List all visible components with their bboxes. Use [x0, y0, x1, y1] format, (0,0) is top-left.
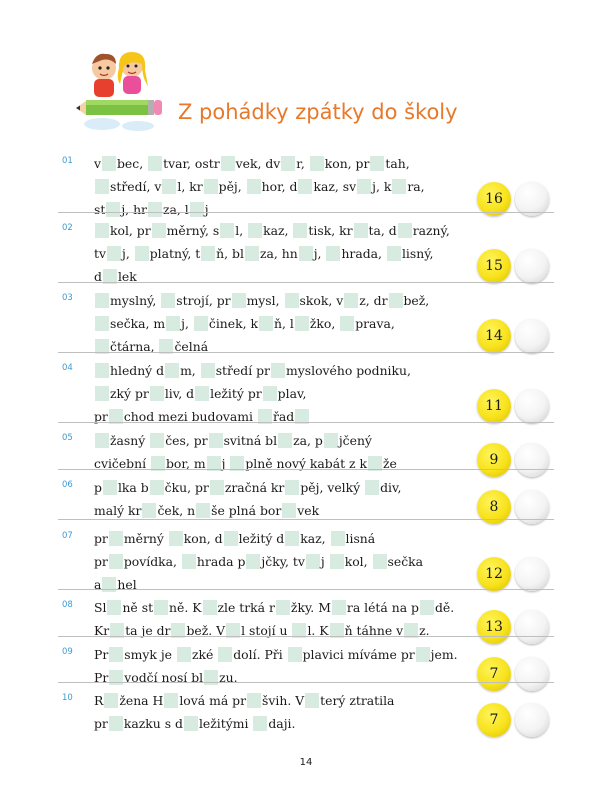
- exercise-divider: [58, 282, 554, 283]
- text-segment: j,: [121, 246, 134, 261]
- letter-gap[interactable]: [109, 716, 123, 731]
- text-line: [94, 242, 464, 265]
- exercise-divider: [58, 212, 554, 213]
- text-segment: měrný, s: [166, 223, 220, 238]
- exercise-text: [94, 476, 464, 522]
- letter-gap[interactable]: [310, 156, 324, 171]
- text-segment: bec,: [117, 156, 148, 171]
- text-segment: z.: [419, 623, 430, 638]
- letter-gap[interactable]: [331, 531, 345, 546]
- text-segment: prava,: [355, 316, 395, 331]
- letter-gap[interactable]: [177, 647, 191, 662]
- text-segment: strojí, pr: [176, 293, 231, 308]
- letter-gap[interactable]: [398, 223, 412, 238]
- letter-gap[interactable]: [150, 433, 164, 448]
- exercise-text: [94, 152, 464, 221]
- text-segment: chod mezi budovami: [123, 409, 257, 424]
- text-segment: malý kr: [94, 503, 142, 518]
- letter-gap[interactable]: [248, 223, 262, 238]
- exercise-number: 02: [62, 223, 73, 233]
- text-segment: čtárna,: [110, 339, 159, 354]
- letter-gap[interactable]: [104, 693, 118, 708]
- text-segment: l, kr: [177, 179, 203, 194]
- letter-gap[interactable]: [103, 480, 117, 495]
- score-answer-circle[interactable]: [515, 443, 549, 477]
- letter-gap[interactable]: [109, 647, 123, 662]
- text-segment: kaz,: [263, 223, 293, 238]
- letter-gap[interactable]: [166, 316, 180, 331]
- letter-gap[interactable]: [247, 179, 261, 194]
- letter-gap[interactable]: [209, 433, 223, 448]
- score-answer-circle[interactable]: [515, 249, 549, 283]
- text-line: [94, 476, 464, 499]
- text-segment: lisný,: [401, 246, 434, 261]
- exercise-number: 09: [62, 647, 73, 657]
- text-line: [94, 382, 464, 405]
- text-segment: že: [383, 456, 397, 471]
- letter-gap[interactable]: [184, 716, 198, 731]
- letter-gap[interactable]: [253, 716, 267, 731]
- max-points-badge: 13: [477, 610, 511, 644]
- text-line: [94, 573, 464, 596]
- score-answer-circle[interactable]: [515, 389, 549, 423]
- exercise-number: 05: [62, 433, 73, 443]
- text-segment: kaz, sv: [313, 179, 357, 194]
- text-segment: žena H: [119, 693, 164, 708]
- text-segment: lová má pr: [179, 693, 247, 708]
- letter-gap[interactable]: [150, 480, 164, 495]
- text-line: [94, 219, 464, 242]
- text-segment: razný,: [412, 223, 450, 238]
- text-segment: j,: [181, 316, 193, 331]
- text-segment: zu.: [219, 670, 238, 685]
- text-segment: žko,: [309, 316, 340, 331]
- text-segment: zký pr: [110, 386, 149, 401]
- exercise-divider: [58, 589, 554, 590]
- letter-gap[interactable]: [218, 647, 232, 662]
- text-segment: zle trká r: [217, 600, 275, 615]
- letter-gap[interactable]: [95, 363, 109, 378]
- exercise-divider: [58, 682, 554, 683]
- text-segment: j, k: [372, 179, 392, 194]
- text-line: [94, 643, 464, 666]
- letter-gap[interactable]: [288, 647, 302, 662]
- letter-gap[interactable]: [190, 202, 204, 217]
- exercise-number: 06: [62, 480, 73, 490]
- text-segment: lisná: [345, 531, 376, 546]
- text-segment: hor, d: [261, 179, 298, 194]
- text-segment: platný, t: [149, 246, 201, 261]
- letter-gap[interactable]: [392, 179, 406, 194]
- letter-gap[interactable]: [95, 223, 109, 238]
- letter-gap[interactable]: [365, 480, 379, 495]
- text-segment: st: [94, 202, 106, 217]
- exercise-number: 08: [62, 600, 73, 610]
- letter-gap[interactable]: [106, 202, 120, 217]
- text-segment: kazku s d: [123, 716, 183, 731]
- score-answer-circle[interactable]: [515, 319, 549, 353]
- text-line: [94, 175, 464, 198]
- text-segment: plav,: [277, 386, 307, 401]
- text-segment: d: [94, 269, 102, 284]
- text-line: [94, 405, 464, 428]
- text-segment: řad: [272, 409, 295, 424]
- text-segment: pěj,: [218, 179, 246, 194]
- letter-gap[interactable]: [148, 156, 162, 171]
- letter-gap[interactable]: [326, 246, 340, 261]
- letter-gap[interactable]: [306, 554, 320, 569]
- text-segment: čku, pr: [164, 480, 209, 495]
- exercise-divider: [58, 636, 554, 637]
- text-segment: kon, d: [183, 531, 223, 546]
- text-line: [94, 619, 464, 642]
- letter-gap[interactable]: [162, 179, 176, 194]
- text-segment: čelná: [174, 339, 209, 354]
- letter-gap[interactable]: [324, 433, 338, 448]
- max-points-badge: 15: [477, 249, 511, 283]
- text-segment: ně. K: [169, 600, 202, 615]
- letter-gap[interactable]: [135, 246, 149, 261]
- letter-gap[interactable]: [102, 156, 116, 171]
- text-segment: lek: [117, 269, 137, 284]
- exercise-divider: [58, 469, 554, 470]
- text-line: [94, 198, 464, 221]
- letter-gap[interactable]: [165, 363, 179, 378]
- text-segment: čes, pr: [165, 433, 208, 448]
- letter-gap[interactable]: [247, 693, 261, 708]
- text-segment: j: [204, 202, 209, 217]
- letter-gap[interactable]: [282, 503, 296, 518]
- text-segment: jčky, tv: [261, 554, 305, 569]
- text-segment: še plná bor: [211, 503, 282, 518]
- letter-gap[interactable]: [109, 554, 123, 569]
- letter-gap[interactable]: [210, 480, 224, 495]
- text-segment: žky. M: [290, 600, 331, 615]
- letter-gap[interactable]: [204, 179, 218, 194]
- text-segment: středí, v: [110, 179, 162, 194]
- text-segment: Pr: [94, 647, 109, 662]
- letter-gap[interactable]: [95, 316, 109, 331]
- letter-gap[interactable]: [357, 179, 371, 194]
- text-line: [94, 429, 464, 452]
- text-segment: za, hn: [259, 246, 298, 261]
- text-segment: l. K: [307, 623, 329, 638]
- text-segment: ň táhne v: [344, 623, 404, 638]
- score-answer-circle[interactable]: [515, 182, 549, 216]
- letter-gap[interactable]: [154, 600, 168, 615]
- exercise-number: 01: [62, 156, 73, 166]
- text-segment: bež,: [403, 293, 430, 308]
- text-segment: a: [94, 577, 102, 592]
- letter-gap[interactable]: [330, 554, 344, 569]
- letter-gap[interactable]: [387, 246, 401, 261]
- text-segment: z, dr: [359, 293, 388, 308]
- text-segment: kaz,: [300, 531, 330, 546]
- letter-gap[interactable]: [299, 246, 313, 261]
- text-segment: tv: [94, 246, 106, 261]
- letter-gap[interactable]: [194, 316, 208, 331]
- text-segment: j,: [313, 246, 326, 261]
- text-line: [94, 666, 464, 689]
- text-line: [94, 550, 464, 573]
- text-segment: ležitý pr: [210, 386, 262, 401]
- text-line: [94, 689, 464, 712]
- letter-gap[interactable]: [354, 223, 368, 238]
- text-segment: ležitý d: [238, 531, 285, 546]
- letter-gap[interactable]: [232, 293, 246, 308]
- letter-gap[interactable]: [344, 293, 358, 308]
- letter-gap[interactable]: [107, 246, 121, 261]
- exercise-text: [94, 359, 464, 428]
- letter-gap[interactable]: [182, 554, 196, 569]
- text-segment: liv, d: [164, 386, 195, 401]
- text-segment: svitná bl: [223, 433, 278, 448]
- text-segment: Kr: [94, 623, 110, 638]
- text-segment: tvar, ostr: [163, 156, 220, 171]
- score-answer-circle[interactable]: [515, 557, 549, 591]
- text-segment: povídka,: [123, 554, 181, 569]
- text-segment: plavici míváme pr: [302, 647, 415, 662]
- text-segment: bor, m: [166, 456, 206, 471]
- text-segment: v: [94, 156, 101, 171]
- text-segment: dolí. Při: [233, 647, 287, 662]
- letter-gap[interactable]: [201, 363, 215, 378]
- letter-gap[interactable]: [245, 246, 259, 261]
- text-segment: p: [94, 480, 102, 495]
- max-points-badge: 8: [477, 490, 511, 524]
- text-segment: vodčí nosí bl: [124, 670, 204, 685]
- letter-gap[interactable]: [195, 386, 209, 401]
- text-segment: pr: [94, 409, 108, 424]
- score-answer-circle[interactable]: [515, 703, 549, 737]
- text-segment: R: [94, 693, 104, 708]
- max-points-badge: 7: [477, 657, 511, 691]
- text-segment: pr: [94, 554, 108, 569]
- text-segment: pěj, velký: [300, 480, 365, 495]
- letter-gap[interactable]: [278, 433, 292, 448]
- letter-gap[interactable]: [370, 156, 384, 171]
- max-points-badge: 7: [477, 703, 511, 737]
- text-segment: ra létá na p: [346, 600, 419, 615]
- text-segment: l stojí u: [241, 623, 292, 638]
- text-segment: cvičební: [94, 456, 150, 471]
- text-line: [94, 452, 464, 475]
- text-line: [94, 712, 464, 735]
- text-segment: Pr: [94, 670, 109, 685]
- text-segment: ta, d: [368, 223, 397, 238]
- text-segment: l,: [235, 223, 248, 238]
- text-line: [94, 289, 464, 312]
- exercise-number: 10: [62, 693, 73, 703]
- letter-gap[interactable]: [332, 600, 346, 615]
- letter-gap[interactable]: [298, 179, 312, 194]
- exercise-divider: [58, 352, 554, 353]
- text-segment: středí pr: [215, 363, 270, 378]
- text-segment: ň, l: [274, 316, 294, 331]
- text-segment: hrada p: [196, 554, 246, 569]
- text-segment: ležitými: [198, 716, 253, 731]
- max-points-badge: 16: [477, 182, 511, 216]
- letter-gap[interactable]: [389, 293, 403, 308]
- letter-gap[interactable]: [169, 531, 183, 546]
- score-answer-circle[interactable]: [515, 610, 549, 644]
- text-segment: j, hr: [121, 202, 147, 217]
- text-segment: ně st: [122, 600, 154, 615]
- exercise-text: [94, 219, 464, 288]
- text-segment: pr: [94, 531, 108, 546]
- text-segment: div,: [380, 480, 402, 495]
- letter-gap[interactable]: [263, 386, 277, 401]
- exercise-number: 07: [62, 531, 73, 541]
- text-segment: plně nový kabát z k: [245, 456, 368, 471]
- letter-gap[interactable]: [271, 363, 285, 378]
- children-on-pencil-illustration: [72, 42, 164, 134]
- text-segment: j: [221, 456, 230, 471]
- text-segment: ra,: [407, 179, 425, 194]
- text-segment: r,: [296, 156, 309, 171]
- text-segment: dě.: [434, 600, 455, 615]
- text-line: [94, 359, 464, 382]
- text-segment: za, l: [162, 202, 189, 217]
- text-segment: sečka: [387, 554, 424, 569]
- max-points-badge: 9: [477, 443, 511, 477]
- text-line: [94, 312, 464, 335]
- text-segment: měrný: [123, 531, 168, 546]
- letter-gap[interactable]: [220, 223, 234, 238]
- letter-gap[interactable]: [285, 293, 299, 308]
- letter-gap[interactable]: [373, 554, 387, 569]
- letter-gap[interactable]: [95, 179, 109, 194]
- letter-gap[interactable]: [161, 293, 175, 308]
- letter-gap[interactable]: [196, 503, 210, 518]
- letter-gap[interactable]: [109, 531, 123, 546]
- text-segment: hledný d: [110, 363, 165, 378]
- letter-gap[interactable]: [95, 293, 109, 308]
- text-segment: mysl,: [246, 293, 284, 308]
- exercise-text: [94, 527, 464, 596]
- max-points-badge: 14: [477, 319, 511, 353]
- letter-gap[interactable]: [224, 531, 238, 546]
- page-number: 14: [299, 757, 313, 768]
- text-line: [94, 265, 464, 288]
- text-segment: tah,: [385, 156, 410, 171]
- text-segment: ta je dr: [125, 623, 171, 638]
- exercise-divider: [58, 422, 554, 423]
- text-segment: zračná kr: [224, 480, 285, 495]
- text-segment: smyk je: [124, 647, 176, 662]
- text-segment: hel: [117, 577, 137, 592]
- text-segment: sečka, m: [110, 316, 166, 331]
- max-points-badge: 12: [477, 557, 511, 591]
- exercise-number: 03: [62, 293, 73, 303]
- text-segment: myslný,: [110, 293, 161, 308]
- text-segment: j: [320, 554, 329, 569]
- text-segment: kon, pr: [324, 156, 370, 171]
- letter-gap[interactable]: [221, 156, 235, 171]
- letter-gap[interactable]: [276, 600, 290, 615]
- exercise-divider: [58, 519, 554, 520]
- letter-gap[interactable]: [340, 316, 354, 331]
- letter-gap[interactable]: [142, 503, 156, 518]
- text-segment: kol, pr: [110, 223, 151, 238]
- letter-gap[interactable]: [152, 223, 166, 238]
- exercise-number: 04: [62, 363, 73, 373]
- exercise-text: [94, 289, 464, 358]
- text-segment: žasný: [110, 433, 150, 448]
- letter-gap[interactable]: [95, 433, 109, 448]
- text-segment: švih. V: [262, 693, 305, 708]
- letter-gap[interactable]: [150, 386, 164, 401]
- letter-gap[interactable]: [416, 647, 430, 662]
- letter-gap[interactable]: [164, 693, 178, 708]
- text-segment: zké: [191, 647, 218, 662]
- text-segment: vek: [297, 503, 320, 518]
- max-points-badge: 11: [477, 389, 511, 423]
- text-segment: ň, bl: [216, 246, 244, 261]
- text-segment: hrada,: [341, 246, 386, 261]
- letter-gap[interactable]: [295, 316, 309, 331]
- letter-gap[interactable]: [259, 316, 273, 331]
- text-segment: ček, n: [157, 503, 196, 518]
- text-segment: lka b: [117, 480, 149, 495]
- text-segment: kol,: [344, 554, 372, 569]
- text-segment: činek, k: [208, 316, 258, 331]
- text-segment: myslového podniku,: [286, 363, 411, 378]
- letter-gap[interactable]: [305, 693, 319, 708]
- text-segment: bež. V: [186, 623, 226, 638]
- text-segment: pr: [94, 716, 108, 731]
- letter-gap[interactable]: [246, 554, 260, 569]
- score-answer-circle[interactable]: [515, 657, 549, 691]
- letter-gap[interactable]: [107, 600, 121, 615]
- text-line: [94, 596, 464, 619]
- text-segment: vek, dv: [235, 156, 281, 171]
- letter-gap[interactable]: [285, 531, 299, 546]
- letter-gap[interactable]: [203, 600, 217, 615]
- text-segment: jčený: [338, 433, 372, 448]
- text-line: [94, 527, 464, 550]
- text-segment: skok, v: [299, 293, 344, 308]
- letter-gap[interactable]: [293, 223, 307, 238]
- text-segment: za, p: [293, 433, 323, 448]
- text-segment: terý ztratila: [320, 693, 395, 708]
- page-title: Z pohádky zpátky do školy: [178, 100, 458, 124]
- text-line: [94, 152, 464, 175]
- text-segment: tisk, kr: [308, 223, 353, 238]
- exercise-text: [94, 689, 464, 735]
- text-segment: m,: [180, 363, 200, 378]
- letter-gap[interactable]: [281, 156, 295, 171]
- text-segment: Sl: [94, 600, 107, 615]
- letter-gap[interactable]: [95, 386, 109, 401]
- text-segment: jem.: [430, 647, 458, 662]
- text-segment: daji.: [268, 716, 296, 731]
- letter-gap[interactable]: [420, 600, 434, 615]
- letter-gap[interactable]: [201, 246, 215, 261]
- text-line: [94, 335, 464, 358]
- letter-gap[interactable]: [285, 480, 299, 495]
- letter-gap[interactable]: [148, 202, 162, 217]
